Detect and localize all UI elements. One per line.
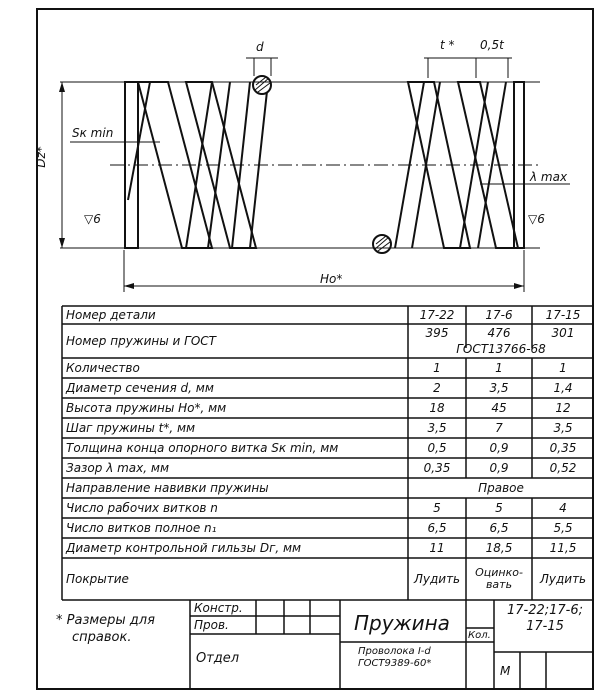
table-row-label: Зазор λ max, мм xyxy=(66,461,169,475)
table-cell: 0,35 xyxy=(549,441,577,455)
table-cell: 2 xyxy=(433,381,441,395)
roughness-left: ▽6 xyxy=(84,212,101,226)
tb-konstr: Констр. xyxy=(194,601,243,615)
tb-material-2: ГОСТ9389-60* xyxy=(358,658,432,669)
table-row-label: Покрытие xyxy=(66,572,129,586)
table-cell: 5 xyxy=(433,501,441,515)
table-cell: 1 xyxy=(495,361,503,375)
roughness-right: ▽6 xyxy=(528,212,545,226)
table-cell: 1 xyxy=(559,361,567,375)
table-cell: 3,5 xyxy=(427,421,447,435)
table-cell: 11 xyxy=(429,541,445,555)
table-cell: 18,5 xyxy=(485,541,513,555)
table-cell: 6,5 xyxy=(427,521,447,535)
table-cell: Лудить xyxy=(413,572,461,586)
label-t: t * xyxy=(440,38,455,52)
table-cell: 11,5 xyxy=(549,541,577,555)
table-cell: 0,9 xyxy=(489,441,509,455)
label-lambda-max: λ max xyxy=(530,170,568,184)
tb-number-1: 17-22;17-6; xyxy=(506,603,584,618)
table-cell: 476 xyxy=(487,326,511,340)
table-cell: 12 xyxy=(555,401,571,415)
table-cell: 1 xyxy=(433,361,441,375)
label-dz: Dz* xyxy=(33,146,48,168)
table-cell-merged: Правое xyxy=(478,481,524,495)
table-row-label: Номер пружины и ГОСТ xyxy=(66,334,216,348)
table-cell: 1,4 xyxy=(553,381,573,395)
tb-part-name: Пружина xyxy=(354,611,450,635)
table-row-label: Количество xyxy=(66,361,140,375)
table-row-label: Число витков полное n₁ xyxy=(66,521,217,535)
table-cell: 301 xyxy=(551,326,575,340)
table-cell: Лудить xyxy=(539,572,587,586)
label-ho: Ho* xyxy=(320,272,343,286)
table-cell: 5 xyxy=(495,501,503,515)
table-row-label: Диаметр контрольной гильзы Dг, мм xyxy=(66,541,302,555)
table-cell: 5,5 xyxy=(553,521,573,535)
table-row-label: Направление навивки пружины xyxy=(66,481,269,495)
table-cell: 17-22 xyxy=(419,308,455,322)
table-cell: 7 xyxy=(495,421,503,435)
table-cell: 0,5 xyxy=(427,441,447,455)
tb-otdel: Отдел xyxy=(196,651,240,666)
table-cell-gost: ГОСТ13766-68 xyxy=(456,342,546,356)
table-cell: 45 xyxy=(491,401,507,415)
table-cell: 3,5 xyxy=(553,421,573,435)
table-cell: 17-15 xyxy=(545,308,581,322)
tb-m: М xyxy=(500,664,511,678)
tb-kol: Кол. xyxy=(468,630,491,641)
table-cell: 0,35 xyxy=(423,461,451,475)
table-cell: 18 xyxy=(429,401,445,415)
table-row-label: Номер детали xyxy=(66,308,156,322)
label-sk-min: Sк min xyxy=(72,126,114,140)
table-cell: 395 xyxy=(425,326,449,340)
table-row-label: Шаг пружины t*, мм xyxy=(66,421,196,435)
table-row-label: Диаметр сечения d, мм xyxy=(66,381,214,395)
table-cell: 3,5 xyxy=(489,381,509,395)
table-cell: 6,5 xyxy=(489,521,509,535)
footnote-line-2: справок. xyxy=(72,630,132,645)
tb-number-2: 17-15 xyxy=(526,619,564,634)
label-half-t: 0,5t xyxy=(480,38,504,52)
table-cell: 0,52 xyxy=(549,461,577,475)
table-cell: 4 xyxy=(559,501,567,515)
tb-material-1: Проволока I-d xyxy=(358,646,431,657)
table-row-label: Число рабочих витков n xyxy=(66,501,218,515)
tb-prov: Пров. xyxy=(194,618,229,632)
table-cell: 17-6 xyxy=(485,308,513,322)
label-d: d xyxy=(256,40,264,54)
footnote xyxy=(56,612,181,646)
table-cell: Оцинко-вать xyxy=(475,566,523,591)
table-cell: 0,9 xyxy=(489,461,509,475)
table-row-label: Высота пружины Ho*, мм xyxy=(66,401,227,415)
footnote-line-1: * Размеры для xyxy=(56,613,155,628)
table-row-label: Толщина конца опорного витка Sк min, мм xyxy=(66,441,339,455)
